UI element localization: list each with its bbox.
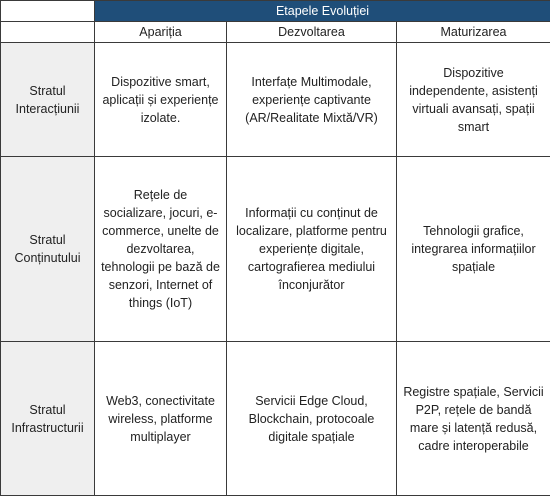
table-cell: Dispozitive independente, asistenți virtuali avansați, spații smart <box>397 43 550 157</box>
table-title: Etapele Evoluției <box>95 1 550 22</box>
table-row-interaction <box>1 43 550 157</box>
table-row-infrastructure <box>1 342 550 496</box>
layer-label-content: Stratul Conținutului <box>1 157 95 342</box>
table-row-content <box>1 157 550 342</box>
table-cell: Rețele de socializare, jocuri, e-commerce, unelte de dezvoltarea, tehnologii pe bază de senzori, Internet of things (IoT) <box>95 157 227 342</box>
table-cell: Web3, conectivitate wireless, platforme multiplayer <box>95 342 227 496</box>
layer-label-infrastructure: Stratul Infrastructurii <box>1 342 95 496</box>
table-cell: Interfațe Multimodale, experiențe captivante (AR/Realitate Mixtă/VR) <box>227 43 397 157</box>
table-cell: Servicii Edge Cloud, Blockchain, protocoale digitale spațiale <box>227 342 397 496</box>
layer-label-interaction: Stratul Interacțiunii <box>1 43 95 157</box>
corner-cell <box>1 1 95 22</box>
title-row <box>1 1 550 22</box>
corner-cell-2 <box>1 22 95 43</box>
stage-header-row <box>1 22 550 43</box>
stage-header-aparitia: Apariția <box>95 22 227 43</box>
table-cell: Informații cu conținut de localizare, platforme pentru experiențe digitale, cartografierea mediului înconjurător <box>227 157 397 342</box>
stage-header-dezvoltarea: Dezvoltarea <box>227 22 397 43</box>
stage-header-maturizarea: Maturizarea <box>397 22 550 43</box>
table-cell: Dispozitive smart, aplicații și experiențe izolate. <box>95 43 227 157</box>
table-cell: Tehnologii grafice, integrarea informațiilor spațiale <box>397 157 550 342</box>
table-cell: Registre spațiale, Servicii P2P, rețele de bandă mare și latență redusă, cadre interoperabile <box>397 342 550 496</box>
